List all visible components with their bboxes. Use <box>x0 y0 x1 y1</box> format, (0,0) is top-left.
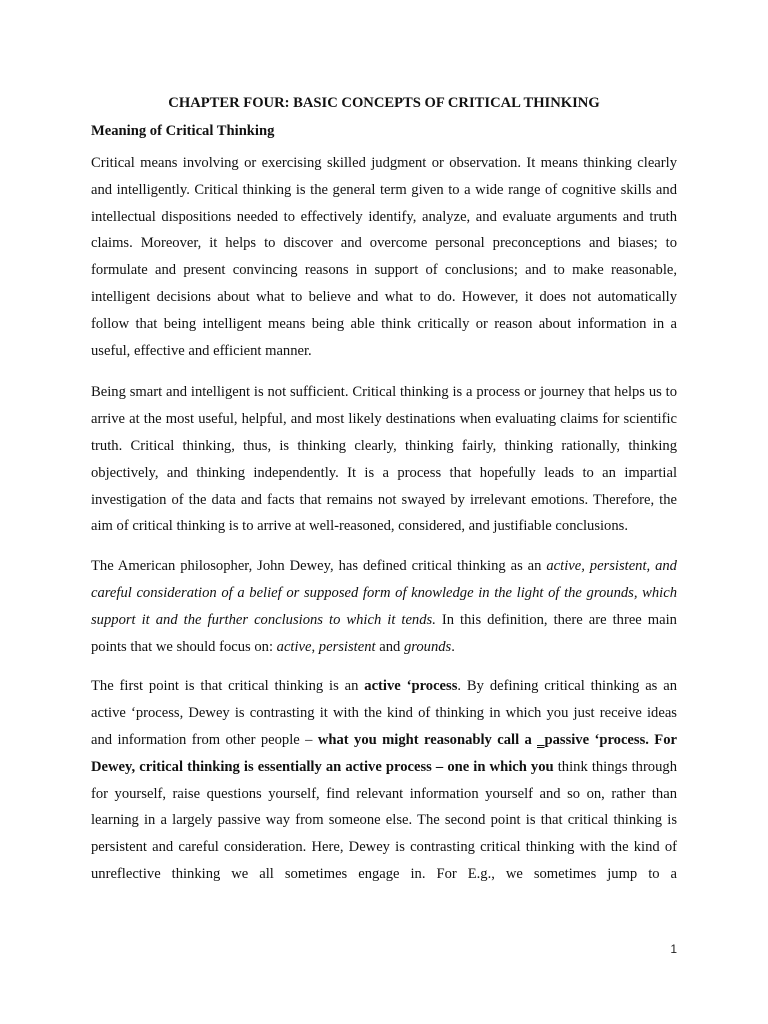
page-content <box>91 93 677 888</box>
text-run: In this definition, there are three main points that we should focus on: <box>91 611 677 655</box>
italic-term-persistent: persistent <box>318 638 376 655</box>
chapter-title: CHAPTER FOUR: BASIC CONCEPTS OF CRITICAL THINKING <box>168 95 600 111</box>
paragraph-dewey-definition <box>91 553 677 660</box>
section-heading: Meaning of Critical Thinking <box>91 123 275 139</box>
italic-term-grounds: grounds <box>403 638 452 655</box>
italic-definition: active, persistent, and careful consideration of a belief or supposed form of knowledge in the light of the grounds, which support it and the further conclusions to which it tends. <box>91 558 677 628</box>
text-run: think things through for yourself, raise questions yourself, find relevant information yourself and so on, rather than learning in a largely passive way from someone else. The second point is that critical thinking is persistent and careful consideration. Here, Dewey is contrasting critical thinking with the kind of unreflective thinking we all sometimes engage in. For E.g., we sometimes jump to a <box>91 758 677 882</box>
text-run: and <box>375 638 404 655</box>
page-number: 1 <box>670 942 677 956</box>
text-run: . By defining critical thinking as an active ‘process, Dewey is contrasting it with the kind of thinking in which you just receive ideas and information from other people – <box>91 678 677 748</box>
italic-term-active: active <box>276 638 312 655</box>
text-run: . <box>451 638 455 655</box>
paragraph-meaning: Critical means involving or exercising skilled judgment or observation. It means thinking clearly and intelligently. Critical thinking is the general term given to a wide range of cognitive skills and intellectual dispositions needed to effectively identify, analyze, and evaluate arguments and truth claims. Moreover, it helps to discover and overcome personal preconceptions and biases; to formulate and present convincing reasons in support of conclusions; and to make reasonable, intelligent decisions about what to believe and what to do. However, it does not automatically follow that being intelligent means being able think critically or reason about information in a useful, effective and efficient manner. <box>91 155 677 359</box>
paragraph-smart-intelligent: Being smart and intelligent is not sufficient. Critical thinking is a process or journey that helps us to arrive at the most useful, helpful, and most likely destinations when evaluating claims for scientific truth. Critical thinking, thus, is thinking clearly, thinking fairly, thinking rationally, thinking objectively, and thinking independently. It is a process that hopefully leads to an impartial investigation of the data and facts that remains not swayed by irrelevant emotions. Therefore, the aim of critical thinking is to arrive at well-reasoned, considered, and justifiable conclusions. <box>91 384 677 535</box>
text-run: The first point is that critical thinking is an <box>91 678 365 695</box>
text-run: , <box>311 638 319 655</box>
bold-passive-process: what you might reasonably call a ‗passive ‘process. For Dewey, critical thinking is essentially an active process – one in which you <box>91 731 677 775</box>
paragraph-first-point <box>91 673 677 887</box>
bold-active-process: active ‘process <box>364 678 458 695</box>
text-run: The American philosopher, John Dewey, has defined critical thinking as an <box>91 558 547 575</box>
